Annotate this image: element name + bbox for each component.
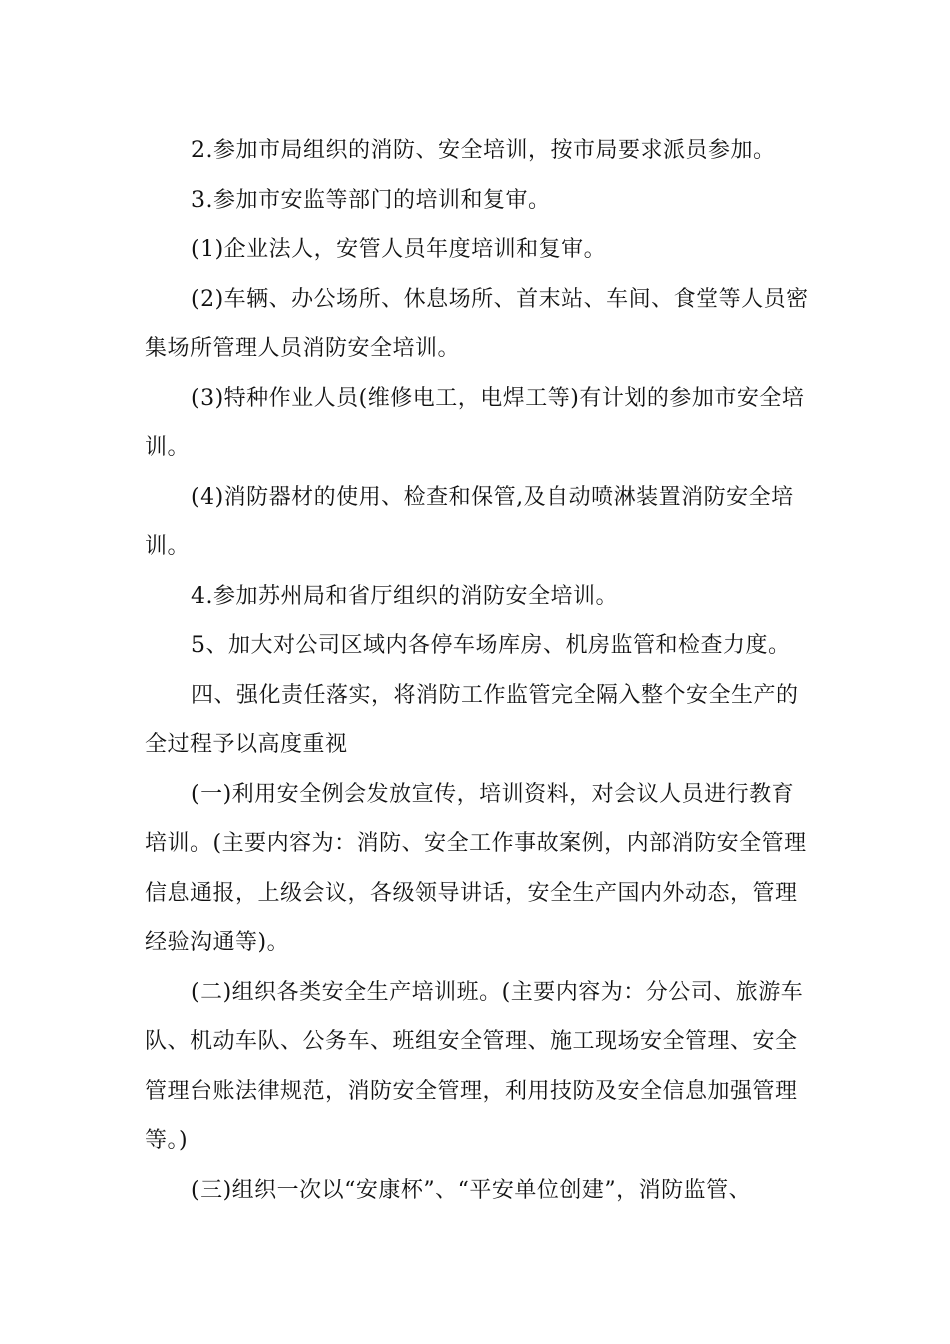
- paragraph-item-2: [145, 275, 807, 374]
- paragraph-item-3: [145, 374, 807, 473]
- text-line: 队、机动车队、公务车、班组安全管理、施工现场安全管理、安全: [145, 1029, 798, 1054]
- text-line: 信息通报，上级会议，各级领导讲话，安全生产国内外动态，管理: [145, 880, 798, 906]
- paragraph-subitem-two: [145, 968, 807, 1166]
- text-line: 管理台账法律规范，消防安全管理，利用技防及安全信息加强管理: [145, 1078, 798, 1104]
- paragraph-parking-inspection: [145, 621, 807, 671]
- paragraph-item-1: [145, 225, 807, 275]
- paragraph-suzhou-training: [145, 572, 807, 622]
- text-line: 4.参加苏州局和省厅组织的消防安全培训。: [191, 583, 618, 609]
- text-line: 等。): [145, 1128, 189, 1153]
- text-line: (三)组织一次以“安康杯”、“平安单位创建”，消防监管、: [191, 1177, 752, 1203]
- text-line: 5、加大对公司区域内各停车场库房、机房监管和检查力度。: [191, 633, 791, 658]
- text-line: (4)消防器材的使用、检查和保管,及自动喷淋装置消防安全培: [191, 484, 794, 510]
- text-line: 3.参加市安监等部门的培训和复审。: [191, 187, 551, 213]
- paragraph-item-4: [145, 473, 807, 572]
- text-line: (3)特种作业人员(维修电工，电焊工等)有计划的参加市安全培: [191, 385, 805, 411]
- paragraph-safety-supervision-training: [145, 176, 807, 226]
- text-line: (1)企业法人，安管人员年度培训和复审。: [191, 237, 607, 262]
- text-line: 训。: [145, 534, 191, 559]
- text-line: (2)车辆、办公场所、休息场所、首末站、车间、食堂等人员密: [191, 286, 809, 312]
- document-body: [145, 126, 807, 1215]
- text-line: (二)组织各类安全生产培训班。(主要内容为：分公司、旅游车: [191, 979, 804, 1005]
- text-line: 经验沟通等)。: [145, 930, 290, 955]
- paragraph-subitem-one: [145, 770, 807, 968]
- paragraph-training-city-bureau: [145, 126, 807, 176]
- paragraph-subitem-three: [145, 1166, 807, 1216]
- text-line: 全过程予以高度重视: [145, 732, 348, 757]
- text-line: 2.参加市局组织的消防、安全培训，按市局要求派员参加。: [191, 138, 776, 163]
- text-line: 四、强化责任落实，将消防工作监管完全隔入整个安全生产的: [191, 682, 799, 708]
- text-line: 集场所管理人员消防安全培训。: [145, 336, 461, 361]
- text-line: 培训。(主要内容为：消防、安全工作事故案例，内部消防安全管理: [145, 831, 807, 856]
- text-line: (一)利用安全例会发放宣传，培训资料，对会议人员进行教育: [191, 781, 795, 807]
- section-heading-four: [145, 671, 807, 770]
- text-line: 训。: [145, 435, 191, 460]
